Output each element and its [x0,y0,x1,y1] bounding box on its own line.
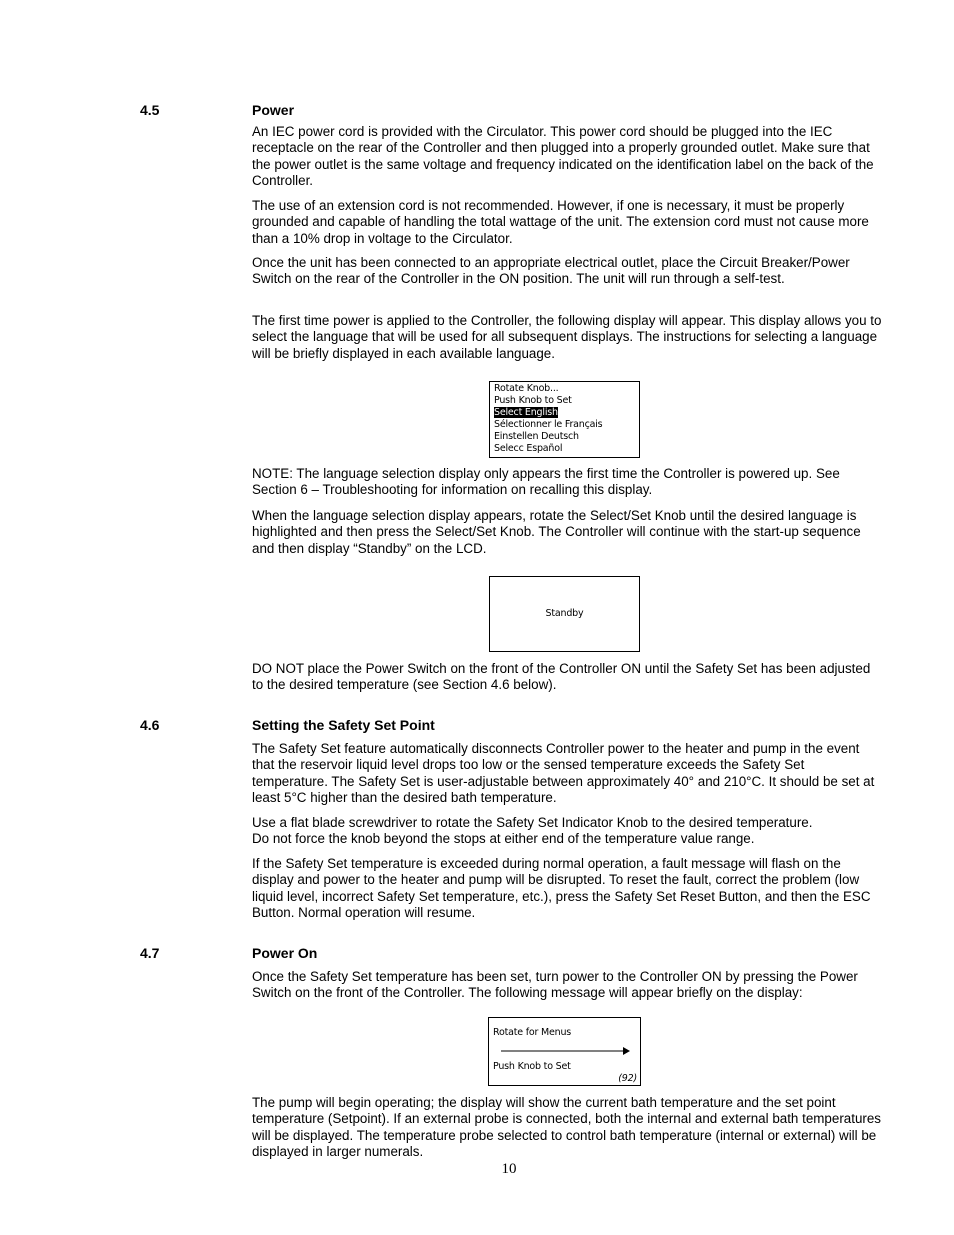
paragraph: An IEC power cord is provided with the Circulator. This power cord should be plugged into the IEC receptacle on the rear of the Controller and then plugged into a properly grounded outlet. Make sure that the power outlet is the same voltage and frequency indicated on the identification label on the back of the Controller. [252,124,874,188]
page-number: 10 [501,1161,517,1177]
paragraph-line: Do not force the knob beyond the stops at either end of the temperature value range. [252,831,755,847]
lcd-code: (92) [618,1073,637,1084]
lcd-menu-display [488,1017,641,1086]
lcd-line: Push Knob to Set [494,395,572,406]
section-title: Power On [252,945,318,961]
paragraph: Once the unit has been connected to an appropriate electrical outlet, place the Circuit Breaker/Power Switch on the rear of the Controller in the ON position. The unit will run through a self-test. [252,255,850,287]
paragraph: The pump will begin operating; the display will show the current bath temperature and the set point temperature (Setpoint). If an external probe is connected, both the internal and external bath temperatures will be displayed. The temperature probe selected to control bath temperature (internal or external) will be displayed in larger numerals. [252,1095,881,1159]
lcd-line-highlighted: Select English [494,407,558,418]
paragraph: NOTE: The language selection display only appears the first time the Controller is powered up. See Section 6 – Troubleshooting for information on recalling this display. [252,466,840,498]
lcd-line: Selecc Español [494,443,563,454]
section-number: 4.6 [140,717,160,733]
paragraph: DO NOT place the Power Switch on the front of the Controller ON until the Safety Set has been adjusted to the desired temperature (see Section 4.6 below). [252,661,871,693]
paragraph: Once the Safety Set temperature has been set, turn power to the Controller ON by pressing the Power Switch on the front of the Controller. The following message will appear briefly on the display: [252,969,858,1001]
lcd-line: Rotate Knob... [494,383,559,394]
paragraph-line: Use a flat blade screwdriver to rotate the Safety Set Indicator Knob to the desired temperature. [252,815,813,830]
lcd-line: Rotate for Menus [493,1027,572,1038]
lcd-line: Sélectionner le Français [494,419,603,430]
lcd-language-display [489,381,640,458]
lcd-standby-text: Standby [545,608,584,619]
section-number: 4.5 [140,102,160,118]
arrow-right-icon [501,1046,631,1056]
paragraph [252,815,882,848]
paragraph: The first time power is applied to the Controller, the following display will appear. This display allows you to select the language that will be used for all subsequent displays. The instructions for selecting a language will be briefly displayed in each available language. [252,313,882,361]
lcd-line: Einstellen Deutsch [494,431,579,442]
section-title: Setting the Safety Set Point [252,717,435,733]
paragraph: The use of an extension cord is not recommended. However, if one is necessary, it must be properly grounded and capable of handling the total wattage of the unit. The extension cord must not cause more than a 10% drop in voltage to the Circulator. [252,198,869,246]
paragraph: When the language selection display appears, rotate the Select/Set Knob until the desired language is highlighted and then press the Select/Set Knob. The Controller will continue with the start-up sequence and then display “Standby” on the LCD. [252,508,861,556]
paragraph: The Safety Set feature automatically disconnects Controller power to the heater and pump in the event that the reservoir liquid level drops too low or the sensed temperature exceeds the Safety Set temperature. The Safety Set is user-adjustable between approximately 40° and 210°C. It should be set at least 5°C higher than the desired bath temperature. [252,741,875,805]
section-number: 4.7 [140,945,160,961]
paragraph: If the Safety Set temperature is exceeded during normal operation, a fault message will flash on the display and power to the heater and pump will be disrupted. To reset the fault, correct the problem (low liquid level, incorrect Safety Set temperature, etc.), press the Safety Set Reset Button, and then the ESC Button. Normal operation will resume. [252,856,871,920]
section-title: Power [252,102,295,118]
lcd-standby-display [489,576,640,652]
lcd-line: Push Knob to Set [493,1061,571,1072]
